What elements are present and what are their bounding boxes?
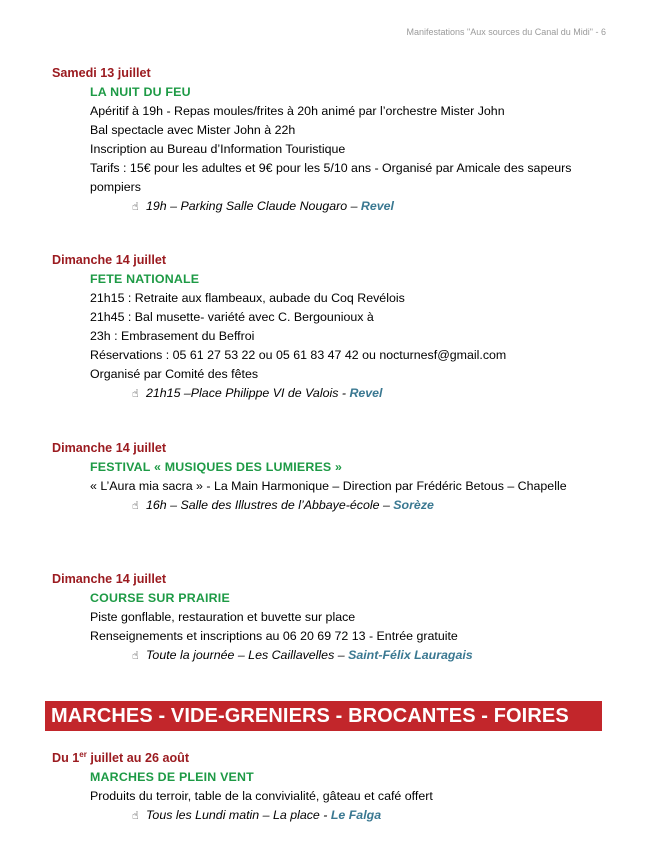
event-town: Sorèze — [393, 498, 434, 512]
event-date: Dimanche 14 juillet — [52, 253, 167, 267]
event-title: LA NUIT DU FEU — [90, 85, 191, 99]
event-line: Apéritif à 19h - Repas moules/frites à 20h animé par l’orchestre Mister John — [90, 104, 505, 118]
event-line: Organisé par Comité des fêtes — [90, 367, 259, 381]
event-title: FESTIVAL « MUSIQUES DES LUMIERES » — [90, 460, 343, 474]
event-line: Renseignements et inscriptions au 06 20 69 72 13 - Entrée gratuite — [90, 629, 458, 643]
event-place-text: Tous les Lundi matin – La place - — [146, 808, 331, 822]
pointing-hand-icon: ☝ — [132, 500, 139, 512]
event-date: Samedi 13 juillet — [52, 66, 151, 80]
section-banner-marches: MARCHES - VIDE-GRENIERS - BROCANTES - FOIRES — [45, 701, 602, 731]
event-place-text: 19h – Parking Salle Claude Nougaro – — [146, 199, 361, 213]
event-line: 21h15 : Retraite aux flambeaux, aubade du Coq Revélois — [90, 291, 405, 305]
event-town: Revel — [349, 386, 383, 400]
event-date-prefix: Du 1 — [52, 751, 80, 765]
event-date: Dimanche 14 juillet — [52, 441, 167, 455]
event-line: Inscription au Bureau d’Information Touristique — [90, 142, 346, 156]
event-fete-nationale — [52, 251, 612, 404]
event-line: 21h45 : Bal musette- variété avec C. Bergounioux à — [90, 310, 374, 324]
event-line: « L’Aura mia sacra » - La Main Harmonique – Direction par Frédéric Betous – Chapelle — [90, 479, 567, 493]
pointing-hand-icon: ☝ — [132, 388, 139, 400]
event-place — [132, 197, 612, 217]
event-place — [132, 384, 612, 404]
event-title: FETE NATIONALE — [90, 272, 200, 286]
event-place — [132, 646, 612, 666]
event-line: Tarifs : 15€ pour les adultes et 9€ pour les 5/10 ans - Organisé par Amicale des sapeurs pompiers — [90, 161, 572, 194]
event-place — [132, 806, 612, 826]
pointing-hand-icon: ☝ — [132, 650, 139, 662]
event-title: COURSE SUR PRAIRIE — [90, 591, 230, 605]
event-town: Revel — [360, 199, 394, 213]
pointing-hand-icon: ☝ — [132, 201, 139, 213]
event-town: Saint-Félix Lauragais — [348, 648, 473, 662]
event-place-text: 16h – Salle des Illustres de l’Abbaye-école – — [146, 498, 394, 512]
event-town: Le Falga — [330, 808, 382, 822]
event-nuit-du-feu — [52, 64, 612, 217]
event-line: Piste gonflable, restauration et buvette sur place — [90, 610, 356, 624]
event-line: Bal spectacle avec Mister John à 22h — [90, 123, 296, 137]
event-place — [132, 496, 612, 516]
event-date-suffix: juillet au 26 août — [86, 751, 190, 765]
event-line: 23h : Embrasement du Beffroi — [90, 329, 255, 343]
event-line: Produits du terroir, table de la convivialité, gâteau et café offert — [90, 789, 433, 803]
event-course-sur-prairie — [52, 570, 612, 666]
event-place-text: Toute la journée – Les Caillavelles – — [146, 648, 349, 662]
pointing-hand-icon: ☝ — [132, 810, 139, 822]
event-place-text: 21h15 –Place Philippe VI de Valois - — [146, 386, 350, 400]
event-line: Réservations : 05 61 27 53 22 ou 05 61 83 47 42 ou nocturnesf@gmail.com — [90, 348, 507, 362]
event-title: MARCHES DE PLEIN VENT — [90, 770, 254, 784]
page-header-note: Manifestations "Aux sources du Canal du Midi" - 6 — [406, 27, 606, 37]
event-festival-musiques — [52, 439, 612, 516]
event-marches-plein-vent — [52, 749, 612, 826]
event-date-sup: er — [79, 749, 87, 759]
event-date — [52, 749, 612, 768]
event-date: Dimanche 14 juillet — [52, 572, 167, 586]
